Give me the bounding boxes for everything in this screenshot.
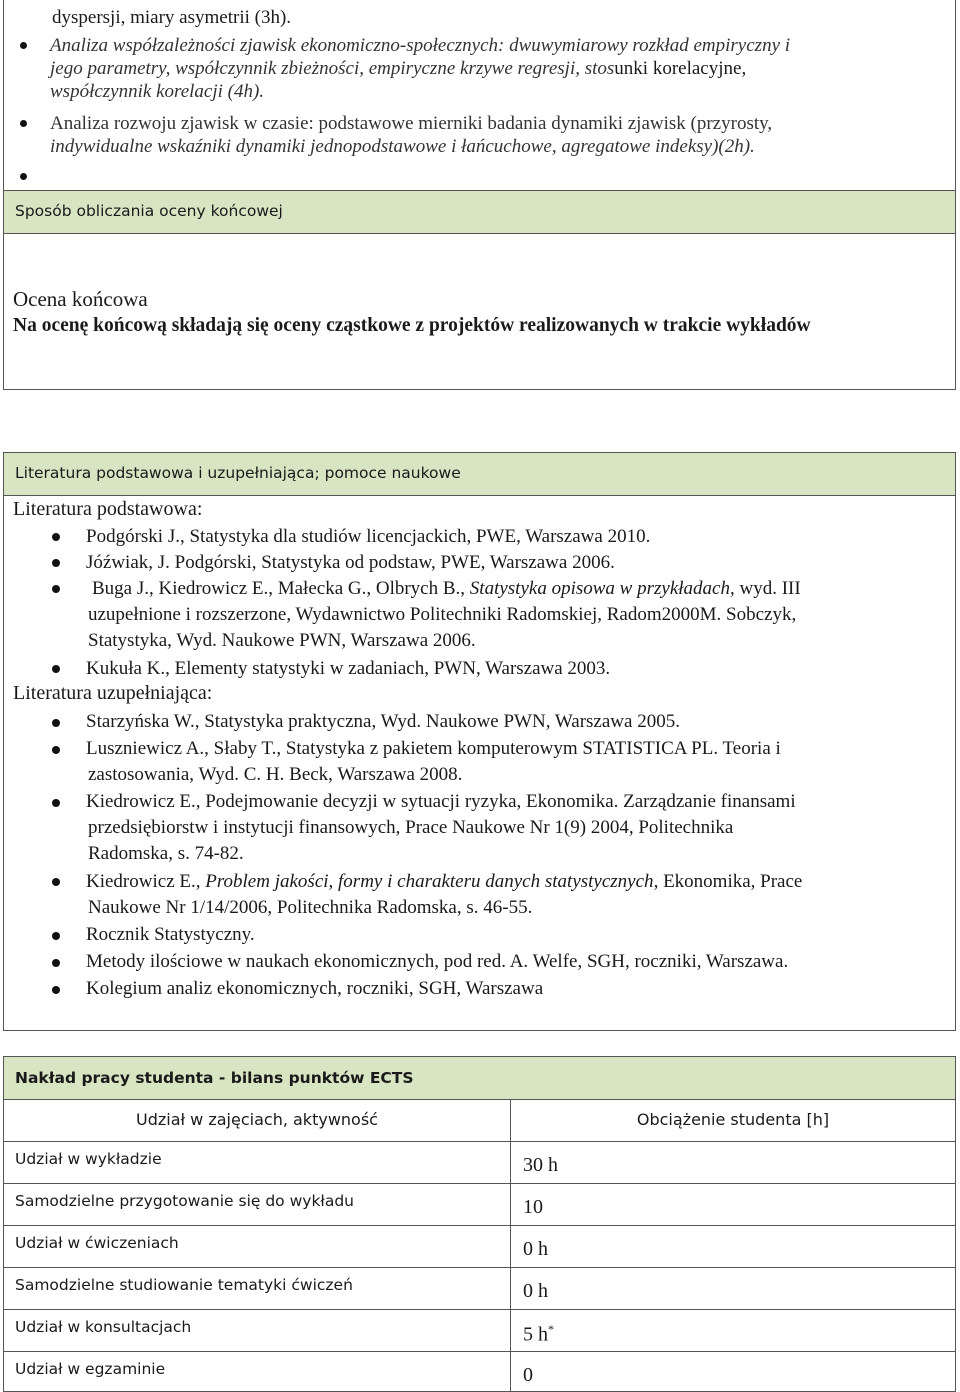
column-header: Udział w zajęciach, aktywność: [136, 1110, 378, 1129]
separator: ,: [460, 578, 470, 599]
author: Kiedrowicz E.: [86, 871, 196, 892]
bullet-icon: [52, 986, 60, 994]
bullet-icon: [52, 719, 60, 727]
bullet-icon: [20, 120, 27, 127]
title: , Statystyka dla studiów licencjackich, PWE, Warszawa 2010.: [179, 526, 651, 547]
footnote-mark: *: [548, 1322, 554, 1336]
grading-text: Na ocenę końcową składają się oceny cząstkowe z projektów realizowanych w trakcie wykładów: [13, 315, 811, 336]
activity-cell: [4, 1142, 511, 1183]
author: Starzyńska W.: [86, 711, 195, 732]
literature-item: Jóźwiak, J. Podgórski, Statystyka od podstaw, PWE, Warszawa 2006.: [86, 552, 615, 573]
grading-body: [3, 234, 956, 390]
activity-cell: [4, 1268, 511, 1309]
grading-title: Ocena końcowa: [13, 287, 148, 311]
activity-label: Samodzielne studiowanie tematyki ćwiczeń: [15, 1276, 353, 1294]
column-header: Obciążenie studenta [h]: [636, 1110, 830, 1129]
literature-item: Metody ilościowe w naukach ekonomicznych, pod red. A. Welfe, SGH, roczniki, Warszawa.: [86, 951, 789, 972]
bullet-icon: [52, 533, 60, 541]
hours-value: 0 h: [523, 1238, 548, 1260]
topic-line: dyspersji, miary asymetrii (3h).: [52, 7, 292, 28]
value-cell: [511, 1268, 955, 1309]
value-cell: [511, 1184, 955, 1225]
title: , Statystyka z pakietem komputerowym STATISTICA PL. Teoria i: [276, 738, 781, 759]
bullet-icon: [52, 878, 60, 886]
hours-number: 5 h: [523, 1323, 548, 1346]
bullet-icon: [20, 173, 27, 180]
literature-item-cont: Radomska, s. 74-82.: [88, 843, 244, 864]
table-row: [3, 1268, 956, 1310]
topic-line: współczynnik korelacji (4h).: [50, 81, 265, 102]
topic-text: jego parametry, współczynnik zbieżności, empiryczne krzywe regresji, stos: [50, 58, 615, 79]
activity-label: Samodzielne przygotowanie się do wykładu: [15, 1192, 354, 1210]
literature-item: [86, 789, 796, 815]
topic-line: indywidualne wskaźniki dynamiki jednopodstawowe i łańcuchowe, agregatowe indeksy)(2h).: [50, 136, 755, 157]
activity-label: Udział w wykładzie: [15, 1150, 162, 1168]
table-row: [3, 1352, 956, 1392]
edition: , wyd. III: [729, 578, 801, 599]
author: Kiedrowicz E.: [86, 791, 196, 812]
activity-cell: [4, 1226, 511, 1267]
source: , Ekonomika, Prace: [653, 871, 803, 892]
topic-text: unki korelacyjne,: [614, 58, 747, 79]
author: Buga J., Kiedrowicz E., Małecka G., Olbrych B.: [92, 578, 461, 599]
author: Podgórski J.: [86, 526, 180, 547]
literature-item: [86, 524, 650, 550]
table-row: [3, 1142, 956, 1184]
title: Problem jakości, formy i charakteru danych statystycznych: [205, 871, 654, 892]
bullet-icon: [52, 665, 60, 673]
grading-header: [3, 190, 956, 234]
section-title: Literatura podstawowa i uzupełniająca; pomoce naukowe: [15, 464, 461, 482]
table-row: [3, 1184, 956, 1226]
literature-item-cont: przedsiębiorstw i instytucji finansowych, Prace Naukowe Nr 1(9) 2004, Politechnika: [88, 817, 734, 838]
topic-line: [50, 57, 746, 80]
bullet-icon: [52, 585, 60, 593]
activity-label: Udział w egzaminie: [15, 1360, 166, 1378]
separator: ,: [195, 871, 206, 892]
ects-title: Nakład pracy studenta - bilans punktów ECTS: [15, 1069, 414, 1087]
literature-header: [3, 452, 956, 496]
hours-value: 0 h: [523, 1280, 548, 1302]
bullet-icon: [52, 746, 60, 754]
topic-line: Analiza współzależności zjawisk ekonomiczno-społecznych: dwuwymiarowy rozkład empiryczny i: [50, 35, 791, 56]
literature-item: Kolegium analiz ekonomicznych, roczniki, SGH, Warszawa: [86, 978, 544, 999]
ects-header-row: [3, 1100, 956, 1142]
extra-literature-label: Literatura uzupełniająca:: [13, 682, 213, 704]
activity-label: Udział w konsultacjach: [15, 1318, 192, 1336]
author: Luszniewicz A., Słaby T.: [86, 738, 277, 759]
value-cell: [511, 1226, 955, 1267]
author: Kukuła K.: [86, 658, 166, 679]
activity-label: Udział w ćwiczeniach: [15, 1234, 179, 1252]
bullet-icon: [52, 559, 60, 567]
hours-value: [523, 1322, 554, 1347]
literature-item: [86, 709, 680, 735]
ects-title-bar: [3, 1056, 956, 1100]
basic-literature-label: Literatura podstawowa:: [13, 498, 203, 520]
bullet-icon: [52, 799, 60, 807]
topic-line: Analiza rozwoju zjawisk w czasie: podstawowe mierniki badania dynamiki zjawisk (przyrosty,: [50, 113, 773, 134]
literature-item: [86, 736, 781, 762]
literature-item-cont: Statystyka, Wyd. Naukowe PWN, Warszawa 2006.: [88, 630, 476, 651]
literature-item: [86, 656, 610, 682]
table-row: [3, 1226, 956, 1268]
literature-item-cont: uzupełnione i rozszerzone, Wydawnictwo Politechniki Radomskiej, Radom2000M. Sobczyk,: [88, 604, 797, 625]
activity-cell: [4, 1352, 511, 1391]
title: , Elementy statystyki w zadaniach, PWN, Warszawa 2003.: [165, 658, 611, 679]
literature-item: [92, 576, 801, 602]
bullet-icon: [52, 959, 60, 967]
table-row: [3, 1310, 956, 1352]
value-cell: [511, 1142, 955, 1183]
value-cell: [511, 1352, 955, 1391]
section-title: Sposób obliczania oceny końcowej: [15, 202, 283, 220]
title: Statystyka opisowa w przykładach: [469, 578, 730, 599]
bullet-icon: [52, 932, 60, 940]
bullet-icon: [20, 42, 27, 49]
header-cell: [511, 1100, 955, 1141]
value-cell: [511, 1310, 955, 1351]
header-cell: [4, 1100, 511, 1141]
literature-item: [86, 869, 802, 895]
hours-value: 10: [523, 1196, 543, 1218]
title: , Podejmowanie decyzji w sytuacji ryzyka, Ekonomika. Zarządzanie finansami: [195, 791, 796, 812]
hours-value: 30 h: [523, 1154, 558, 1176]
hours-value: 0: [523, 1364, 533, 1386]
literature-item-cont: Naukowe Nr 1/14/2006, Politechnika Radomska, s. 46-55.: [88, 897, 533, 918]
literature-item: Rocznik Statystyczny.: [86, 924, 255, 945]
title: , Statystyka praktyczna, Wyd. Naukowe PWN, Warszawa 2005.: [194, 711, 680, 732]
activity-cell: [4, 1184, 511, 1225]
activity-cell: [4, 1310, 511, 1351]
literature-item-cont: zastosowania, Wyd. C. H. Beck, Warszawa 2008.: [88, 764, 463, 785]
